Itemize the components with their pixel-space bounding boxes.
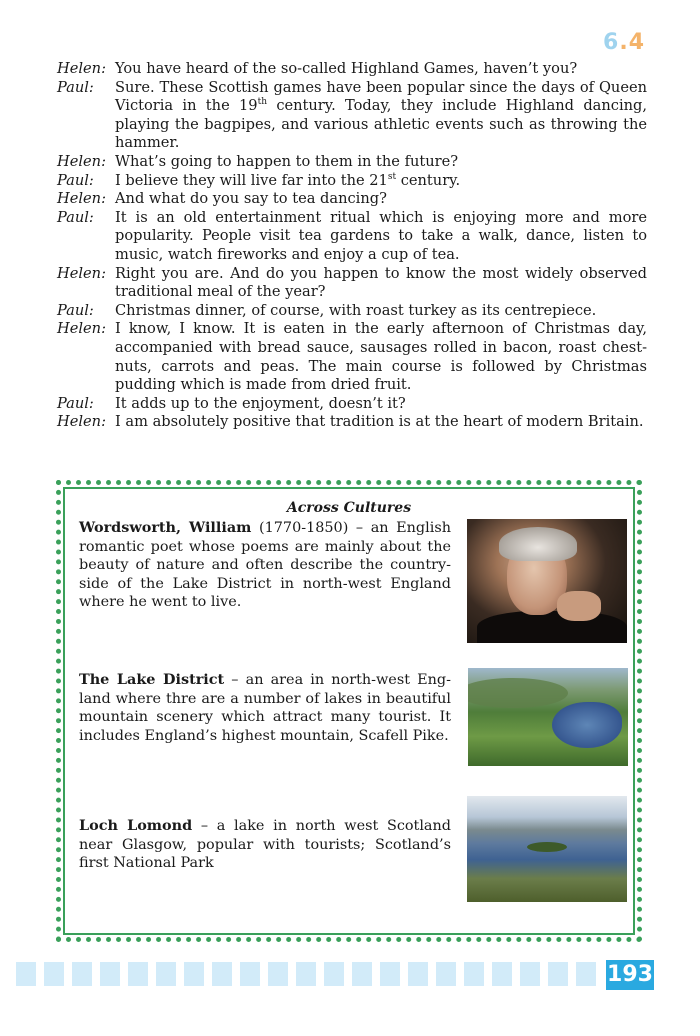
speech: It is an old entertainment ritual which is enjoying more and more popularity. People visit tea gardens to take a walk, dance, listen to music, watch fireworks and enjoy a cup of tea. bbox=[115, 208, 647, 263]
speaker: Helen: bbox=[57, 152, 106, 170]
loch-lomond-image bbox=[467, 796, 627, 902]
wordsworth-portrait-image bbox=[467, 519, 627, 643]
dialogue-line bbox=[57, 320, 647, 394]
speech: I know, I know. It is eaten in the early afternoon of Christmas day, accompanied with bread sauce, sausages rolled in bacon, roast chestnuts, carrots and peas. The main course is followed by Christmas pudding which is made from dried fruit. bbox=[115, 320, 647, 394]
speaker: Paul: bbox=[57, 208, 94, 226]
footer-decoration bbox=[0, 962, 604, 988]
speaker: Paul: bbox=[57, 301, 94, 319]
section-number bbox=[603, 30, 645, 55]
speaker: Helen: bbox=[57, 320, 106, 338]
entry-term: Loch Lomond bbox=[79, 817, 193, 834]
dialogue-line bbox=[57, 265, 647, 302]
entry-loch-lomond bbox=[79, 817, 451, 873]
speech: And what do you say to tea dancing? bbox=[115, 190, 387, 208]
speaker: Helen: bbox=[57, 264, 106, 282]
speech: You have heard of the so-called Highland Games, haven’t you? bbox=[115, 60, 578, 77]
speaker: Paul: bbox=[57, 171, 94, 189]
speaker: Helen: bbox=[57, 190, 106, 208]
speech: Sure. These Scottish games have been popular since the days of Queen Victoria in the 19th century. Today, they include Highland dancing, playing the bagpipes, and various athletic events such as throwing the hammer. bbox=[115, 78, 647, 152]
section-dot: . bbox=[619, 30, 629, 55]
speech: I believe they will live far into the 21st century. bbox=[115, 171, 461, 189]
entry-lake-district bbox=[79, 671, 451, 745]
dialogue-line bbox=[57, 60, 647, 79]
box-title: Across Cultures bbox=[286, 500, 412, 516]
across-cultures-box bbox=[56, 480, 642, 942]
speaker: Paul: bbox=[57, 394, 94, 412]
page-number: 193 bbox=[606, 960, 654, 990]
section-sub: 4 bbox=[628, 30, 645, 55]
entry-text: – an area in north-west England where thre are a number of lakes in beautiful mountain scenery which attract many tourist. It includes England’s highest mountain, Scafell Pike. bbox=[79, 672, 451, 744]
speech: It adds up to the enjoyment, doesn’t it? bbox=[115, 394, 406, 412]
speech: What’s going to happen to them in the future? bbox=[115, 152, 459, 170]
entry-term: Wordsworth, William bbox=[79, 519, 252, 536]
dialogue-line bbox=[57, 79, 647, 153]
dialogue-line bbox=[57, 190, 647, 209]
lake-district-image bbox=[468, 668, 628, 766]
entry-term: The Lake District bbox=[79, 671, 225, 688]
speech: Christmas dinner, of course, with roast turkey as its centrepiece. bbox=[115, 301, 597, 319]
dialogue bbox=[57, 60, 647, 432]
entry-text: (1770-1850) – an English romantic poet whose poems are mainly about the beauty of nature and often describe the countryside of the Lake District in north-west England where he went to live. bbox=[79, 520, 451, 611]
dialogue-line bbox=[57, 302, 647, 321]
entry-wordsworth bbox=[79, 519, 451, 612]
speech: I am absolutely positive that tradition is at the heart of modern Britain. bbox=[115, 413, 644, 431]
dialogue-line bbox=[57, 413, 647, 432]
dialogue-line bbox=[57, 153, 647, 172]
entry-text: – a lake in north west Scotland near Glasgow, popular with tourists; Scotland’s first National Park bbox=[79, 818, 451, 872]
speaker: Helen: bbox=[57, 60, 106, 77]
dialogue-line bbox=[57, 172, 647, 191]
speaker: Paul: bbox=[57, 78, 94, 96]
speaker: Helen: bbox=[57, 413, 106, 431]
speech: Right you are. And do you happen to know the most widely observed traditional meal of the year? bbox=[115, 264, 647, 301]
section-main: 6 bbox=[603, 30, 620, 55]
dialogue-line bbox=[57, 209, 647, 265]
dialogue-line bbox=[57, 395, 647, 414]
